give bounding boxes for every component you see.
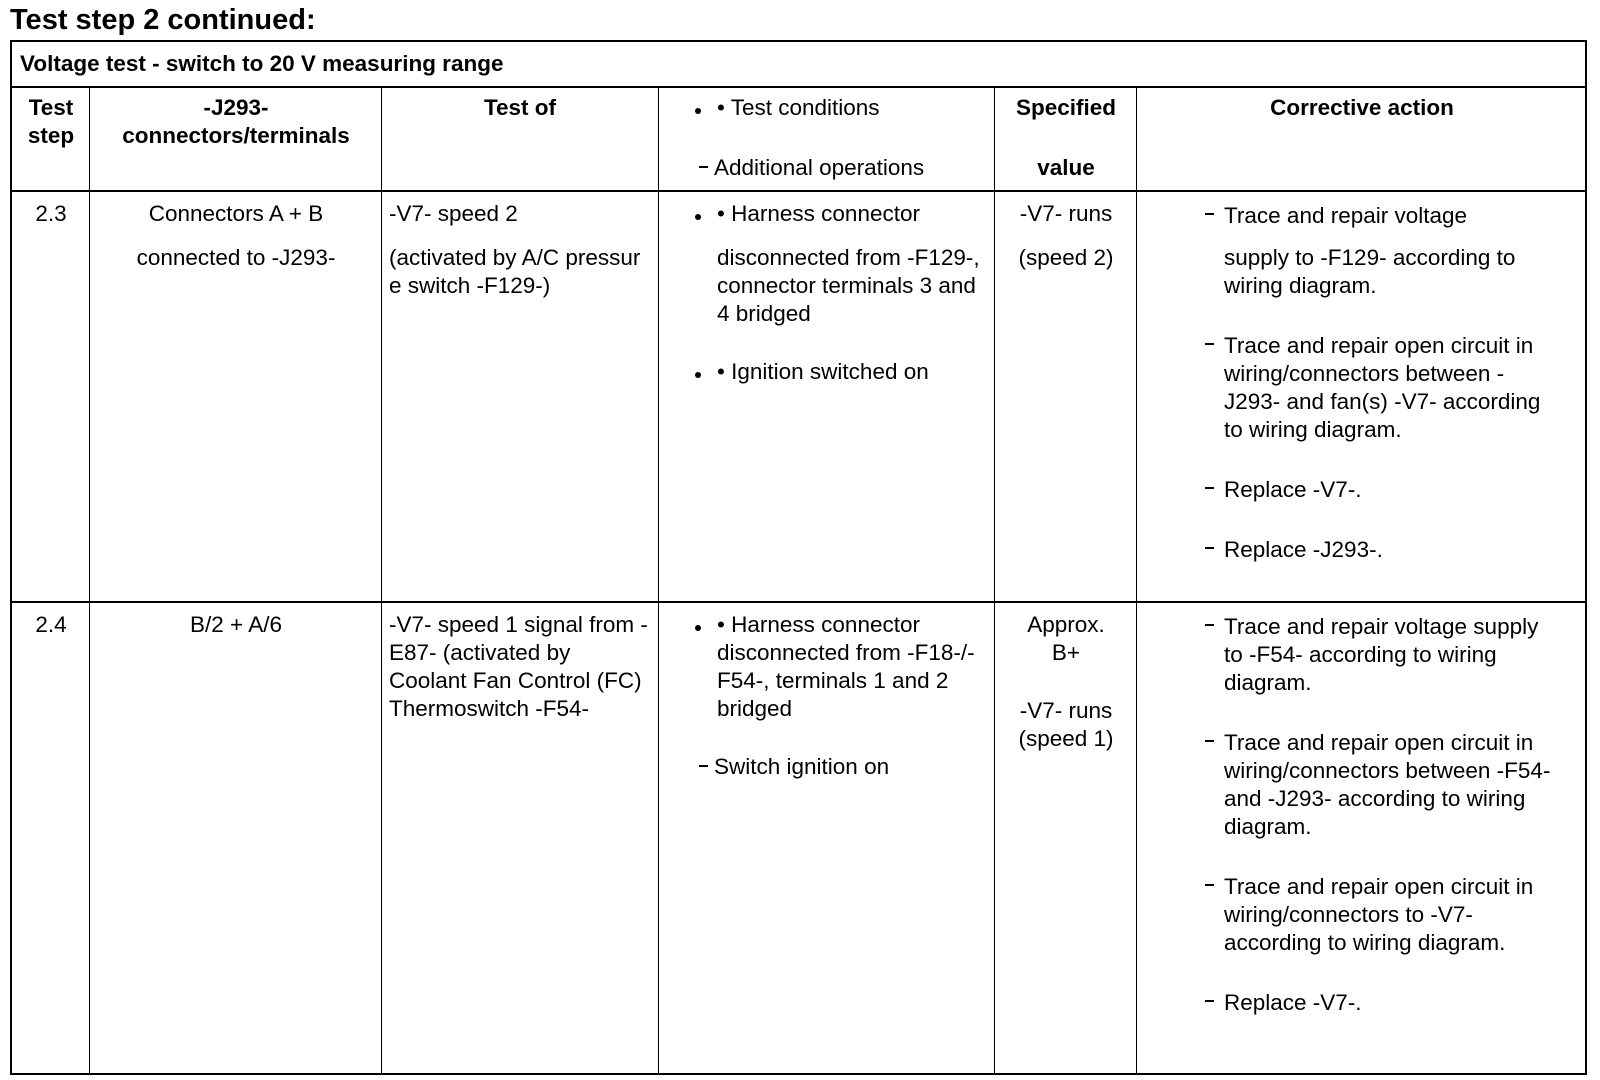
row-2-3-cond-line2: disconnected from -F129-, connector terminals 3 and 4 bridged: [717, 245, 980, 326]
dash-icon: [1205, 487, 1214, 489]
row-2-3-connectors: [94, 200, 378, 272]
row-2-3-test-of-line2: (activated by A/C pressure switch -F129-): [389, 245, 641, 298]
row-2-4-action-1: Trace and repair voltage supply to -F54- according to wiring diagram.: [1224, 614, 1539, 695]
row-2-4-step: 2.4: [35, 612, 67, 637]
row-2-3-action-5: Replace -J293-.: [1224, 537, 1383, 562]
row-2-3-test-of: [389, 200, 651, 300]
header-connectors: -J293- connectors/terminals: [122, 95, 350, 148]
row-2-3-connectors-line2: connected to -J293-: [136, 245, 336, 270]
row-2-4-spec-line2: -V7- runs (speed 1): [1018, 698, 1114, 751]
bullet-icon: [695, 108, 701, 114]
header-spec-line1: Specified: [1015, 95, 1117, 120]
bullet-icon: [695, 625, 701, 631]
row-2-3-action-2: supply to -F129- according to wiring diagram.: [1224, 245, 1516, 298]
row-2-4-conditions: [714, 611, 987, 781]
row-divider: [12, 601, 1585, 603]
column-divider: [994, 88, 995, 1073]
row-2-4-specified: [1012, 611, 1120, 753]
row-2-3-cond-line3: • Ignition switched on: [717, 359, 929, 384]
column-divider: [658, 88, 659, 1073]
row-2-3-specified: [997, 200, 1135, 272]
row-2-4-action-4: Replace -V7-.: [1224, 990, 1362, 1015]
row-2-4-spec-line1: Approx. B+: [1027, 612, 1105, 665]
bullet-icon: [695, 214, 701, 220]
column-divider: [381, 88, 382, 1073]
dash-icon: [1205, 213, 1214, 215]
row-2-4-action-2: Trace and repair open circuit in wiring/connectors between -F54- and -J293- according to wiring diagram.: [1224, 730, 1551, 839]
header-test-step: Test step: [27, 95, 75, 148]
row-2-4-cond-line2: Switch ignition on: [714, 754, 890, 779]
row-2-3-step: 2.3: [35, 201, 67, 226]
header-divider: [12, 190, 1585, 192]
row-2-3-corrective: [1202, 202, 1542, 564]
header-conditions-line2: Additional operations: [714, 155, 925, 180]
row-2-3-spec-line1: -V7- runs: [1019, 201, 1113, 226]
row-2-3-action-4: Replace -V7-.: [1224, 477, 1362, 502]
bullet-icon: [695, 372, 701, 378]
header-conditions-line1: • Test conditions: [717, 95, 880, 120]
dash-icon: [1205, 343, 1214, 345]
row-2-4-action-3: Trace and repair open circuit in wiring/connectors to -V7- according to wiring diagram.: [1224, 874, 1534, 955]
dash-icon: [1205, 547, 1214, 549]
row-2-3-spec-line2: (speed 2): [1018, 245, 1114, 270]
header-spec-line2: value: [1037, 155, 1095, 180]
dash-icon: [699, 166, 708, 168]
row-2-3-connectors-line1: Connectors A + B: [148, 201, 324, 226]
table-banner: Voltage test - switch to 20 V measuring range: [20, 51, 504, 76]
header-test-of: Test of: [483, 95, 557, 120]
row-2-3-test-of-line1: -V7- speed 2: [389, 201, 518, 226]
page-title: Test step 2 continued:: [10, 4, 316, 36]
header-conditions: [714, 94, 992, 182]
dash-icon: [1205, 740, 1214, 742]
row-2-4-corrective: [1202, 613, 1552, 1017]
dash-icon: [699, 765, 708, 767]
row-2-4-test-of: -V7- speed 1 signal from -E87- (activated by Coolant Fan Control (FC) Thermoswitch -F54-: [389, 612, 648, 721]
voltage-test-table: [10, 40, 1587, 1075]
column-divider: [1136, 88, 1137, 1073]
dash-icon: [1205, 624, 1214, 626]
row-2-3-action-1: Trace and repair voltage: [1224, 203, 1468, 228]
header-corrective-action: Corrective action: [1270, 95, 1454, 120]
header-specified-value: [997, 94, 1135, 182]
row-2-3-conditions: [717, 200, 987, 386]
column-divider: [89, 88, 90, 1073]
row-2-3-cond-line1: • Harness connector: [717, 201, 920, 226]
row-2-4-connectors: B/2 + A/6: [190, 612, 282, 637]
dash-icon: [1205, 1000, 1214, 1002]
banner-divider: [12, 86, 1585, 88]
row-2-4-cond-line1: • Harness connector disconnected from -F18-/-F54-, terminals 1 and 2 bridged: [717, 612, 975, 721]
row-2-3-action-3: Trace and repair open circuit in wiring/connectors between -J293- and fan(s) -V7- according to wiring diagram.: [1224, 333, 1541, 442]
dash-icon: [1205, 884, 1214, 886]
